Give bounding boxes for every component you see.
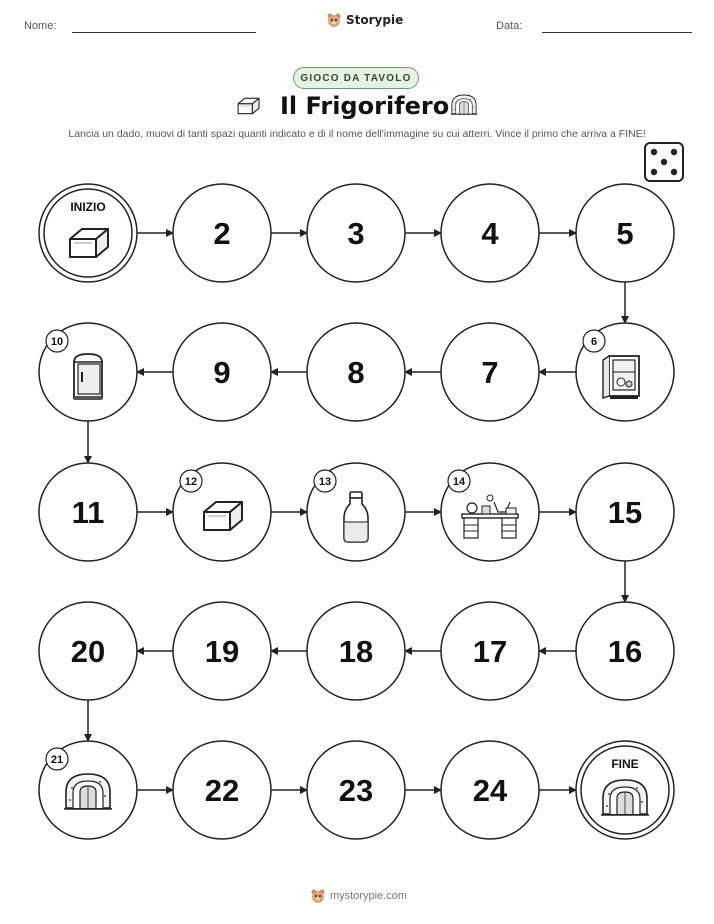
space-number: 23	[338, 773, 374, 808]
brand-name: Storypie	[346, 13, 404, 27]
footer	[310, 888, 407, 904]
space-number: 17	[472, 634, 508, 669]
space-number: 8	[347, 355, 365, 390]
butter-icon	[204, 502, 242, 530]
name-label: Nome:	[24, 20, 57, 32]
board-space-25	[576, 741, 674, 839]
page-title: Il Frigorifero	[280, 92, 450, 120]
board-space-22	[173, 741, 271, 839]
board-space-15	[576, 463, 674, 561]
board-space-23	[307, 741, 405, 839]
board-space-3	[307, 184, 405, 282]
footer-logo-icon	[310, 888, 326, 904]
fridge-icon	[603, 356, 639, 399]
instructions: Lancia un dado, muovi di tanti spazi quanti indicato e di il nome dell'immagine su cui atterri. Vince il primo che arriva a FINE!	[68, 128, 646, 140]
board-space-16	[576, 602, 674, 700]
board-space-7	[441, 323, 539, 421]
board-space-21	[39, 741, 137, 839]
dice-five-icon	[645, 143, 683, 181]
board-space-1	[39, 184, 137, 282]
space-number: 18	[338, 634, 374, 669]
space-number-badge: 21	[50, 754, 64, 766]
board-space-8	[307, 323, 405, 421]
board-space-2	[173, 184, 271, 282]
board-space-19	[173, 602, 271, 700]
space-number: 2	[213, 216, 231, 251]
board-space-18	[307, 602, 405, 700]
footer-url: mystorypie.com	[330, 890, 408, 902]
space-number: 5	[616, 216, 634, 251]
board-space-20	[39, 602, 137, 700]
space-number: 22	[204, 773, 240, 808]
space-number: 4	[481, 216, 499, 251]
board-space-13	[307, 463, 405, 561]
space-number: 9	[213, 355, 231, 390]
space-number-badge: 6	[590, 336, 598, 348]
board-space-5	[576, 184, 674, 282]
space-number-badge: 10	[50, 336, 64, 348]
space-number: 11	[71, 495, 105, 530]
space-number-badge: 13	[318, 476, 332, 488]
space-number: 24	[472, 773, 508, 808]
space-label: FINE	[611, 757, 639, 771]
board-space-17	[441, 602, 539, 700]
title-butter-icon	[238, 98, 259, 113]
board-space-14	[441, 463, 539, 561]
board-space-4	[441, 184, 539, 282]
space-number: 16	[607, 634, 643, 669]
board-space-9	[173, 323, 271, 421]
oven-icon	[601, 780, 649, 815]
board-space-12	[173, 463, 271, 561]
butter-icon	[70, 229, 108, 257]
space-number: 3	[347, 216, 365, 251]
date-label: Data:	[496, 20, 523, 32]
oven-icon	[64, 774, 112, 809]
board-space-10	[39, 323, 137, 421]
board-space-6	[576, 323, 674, 421]
space-label: INIZIO	[70, 200, 106, 214]
space-number-badge: 14	[452, 476, 466, 488]
title-oven-icon	[451, 95, 477, 114]
space-number-badge: 12	[184, 476, 198, 488]
space-number: 7	[481, 355, 499, 390]
space-number: 20	[70, 634, 106, 669]
board-space-24	[441, 741, 539, 839]
board-space-11	[39, 463, 137, 561]
space-number: 15	[607, 495, 643, 530]
space-number: 19	[204, 634, 240, 669]
mini-fridge-icon	[74, 354, 102, 400]
game-type-badge: GIOCO DA TAVOLO	[293, 67, 419, 89]
